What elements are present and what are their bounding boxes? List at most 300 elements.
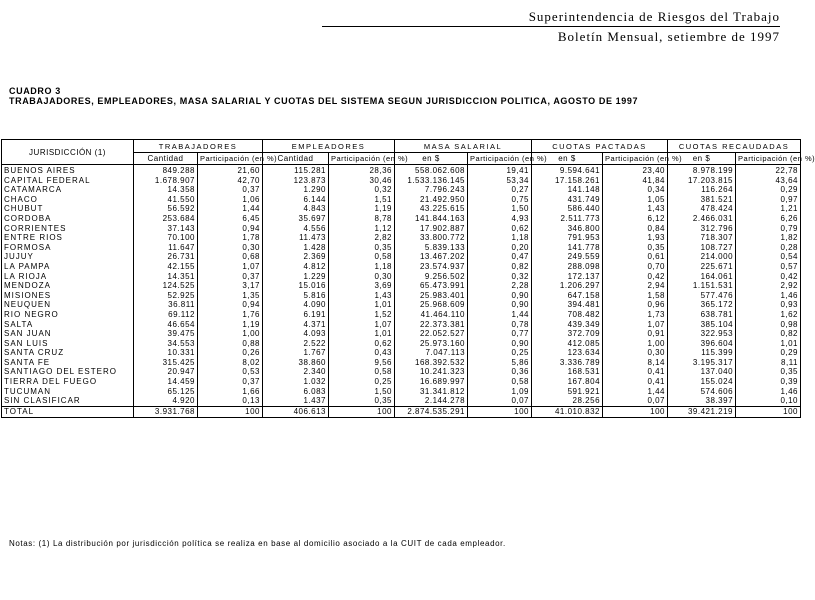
value-cell: 14.459 (134, 377, 198, 387)
table-row (2, 185, 801, 195)
value-cell: 42.155 (134, 262, 198, 272)
value-cell: 346.800 (532, 224, 603, 234)
value-cell: 558.062.608 (395, 165, 468, 176)
jurisdiction-cell: SANTIAGO DEL ESTERO (2, 367, 134, 377)
value-cell: 172.137 (532, 272, 603, 282)
value-cell: 2,28 (468, 281, 532, 291)
value-cell: 591.921 (532, 387, 603, 397)
value-cell: 0,82 (736, 329, 801, 339)
value-cell: 0,77 (468, 329, 532, 339)
value-cell: 0,58 (329, 252, 395, 262)
value-cell: 26.731 (134, 252, 198, 262)
value-cell: 16.689.997 (395, 377, 468, 387)
table-row (2, 348, 801, 358)
value-cell: 1,58 (603, 291, 668, 301)
value-cell: 1,01 (329, 300, 395, 310)
value-cell: 34.553 (134, 339, 198, 349)
value-cell: 0,10 (736, 396, 801, 406)
value-cell: 38.860 (263, 358, 329, 368)
value-cell: 25.968.609 (395, 300, 468, 310)
value-cell: 0,37 (198, 185, 263, 195)
value-cell: 56.592 (134, 204, 198, 214)
jurisdiction-cell: BUENOS AIRES (2, 165, 134, 176)
value-cell: 9,56 (329, 358, 395, 368)
value-cell: 8,14 (603, 358, 668, 368)
value-cell: 17.158.261 (532, 176, 603, 186)
value-cell: 123.873 (263, 176, 329, 186)
value-cell: 1,07 (198, 262, 263, 272)
value-cell: 396.604 (668, 339, 736, 349)
value-cell: 69.112 (134, 310, 198, 320)
value-cell: 41,84 (603, 176, 668, 186)
value-cell: 1.678.907 (134, 176, 198, 186)
table-row (2, 320, 801, 330)
value-cell: 141.844.163 (395, 214, 468, 224)
value-cell: 406.613 (263, 406, 329, 417)
value-cell: 4.090 (263, 300, 329, 310)
value-cell: 381.521 (668, 195, 736, 205)
jurisdiction-cell: CORRIENTES (2, 224, 134, 234)
value-cell: 1,51 (329, 195, 395, 205)
jurisdiction-cell: SANTA FE (2, 358, 134, 368)
value-cell: 39.421.219 (668, 406, 736, 417)
value-cell: 288.098 (532, 262, 603, 272)
value-cell: 8,78 (329, 214, 395, 224)
value-cell: 0,30 (329, 272, 395, 282)
value-cell: 0,25 (468, 348, 532, 358)
table-row (2, 165, 801, 176)
value-cell: 0,43 (329, 348, 395, 358)
table-body (2, 165, 801, 418)
value-cell: 1,76 (198, 310, 263, 320)
value-cell: 0,82 (468, 262, 532, 272)
jurisdiction-cell: SAN LUIS (2, 339, 134, 349)
table-row (2, 291, 801, 301)
value-cell: 365.172 (668, 300, 736, 310)
value-cell: 43.225.615 (395, 204, 468, 214)
table-row (2, 310, 801, 320)
value-cell: 0,37 (198, 377, 263, 387)
value-cell: 718.307 (668, 233, 736, 243)
jurisdiction-cell: MENDOZA (2, 281, 134, 291)
value-cell: 638.781 (668, 310, 736, 320)
value-cell: 0,30 (198, 243, 263, 253)
value-cell: 7.047.113 (395, 348, 468, 358)
value-cell: 0,41 (603, 377, 668, 387)
value-cell: 6,45 (198, 214, 263, 224)
value-cell: 28,36 (329, 165, 395, 176)
jurisdiction-cell: TIERRA DEL FUEGO (2, 377, 134, 387)
value-cell: 4.812 (263, 262, 329, 272)
value-cell: 577.476 (668, 291, 736, 301)
value-cell: 249.559 (532, 252, 603, 262)
group-header-cuotas-pactadas: CUOTAS PACTADAS (532, 140, 668, 153)
value-cell: 0,97 (736, 195, 801, 205)
value-cell: 43,64 (736, 176, 801, 186)
value-cell: 8,11 (736, 358, 801, 368)
value-cell: 1,52 (329, 310, 395, 320)
subheader-participation: Participación (en %) (736, 153, 801, 165)
header-divider (322, 26, 780, 27)
value-cell: 0,26 (198, 348, 263, 358)
value-cell: 9.594.641 (532, 165, 603, 176)
jurisdiction-cell: LA RIOJA (2, 272, 134, 282)
value-cell: 5.816 (263, 291, 329, 301)
value-cell: 2.340 (263, 367, 329, 377)
value-cell: 0,30 (603, 348, 668, 358)
value-cell: 8,02 (198, 358, 263, 368)
value-cell: 53,34 (468, 176, 532, 186)
value-cell: 41.010.832 (532, 406, 603, 417)
value-cell: 586.440 (532, 204, 603, 214)
table-row (2, 204, 801, 214)
value-cell: 0,35 (736, 367, 801, 377)
value-cell: 1,12 (329, 224, 395, 234)
value-cell: 2.874.535.291 (395, 406, 468, 417)
value-cell: 0,57 (736, 262, 801, 272)
table-row (2, 300, 801, 310)
value-cell: 4.371 (263, 320, 329, 330)
value-cell: 0,42 (736, 272, 801, 282)
jurisdiction-cell: CHACO (2, 195, 134, 205)
value-cell: 1.437 (263, 396, 329, 406)
value-cell: 1,62 (736, 310, 801, 320)
jurisdiction-cell: CHUBUT (2, 204, 134, 214)
group-header-cuotas-recaudadas: CUOTAS RECAUDADAS (668, 140, 801, 153)
value-cell: 0,25 (329, 377, 395, 387)
value-cell: 14.358 (134, 185, 198, 195)
value-cell: 137.040 (668, 367, 736, 377)
value-cell: 0,79 (736, 224, 801, 234)
value-cell: 19,41 (468, 165, 532, 176)
value-cell: 37.143 (134, 224, 198, 234)
group-header-trabajadores: TRABAJADORES (134, 140, 263, 153)
value-cell: 478.424 (668, 204, 736, 214)
value-cell: 1,07 (329, 320, 395, 330)
value-cell: 0,62 (329, 339, 395, 349)
value-cell: 6.191 (263, 310, 329, 320)
value-cell: 0,84 (603, 224, 668, 234)
value-cell: 1,50 (468, 204, 532, 214)
table-row (2, 233, 801, 243)
value-cell: 100 (468, 406, 532, 417)
jurisdiction-cell: LA PAMPA (2, 262, 134, 272)
value-cell: 0,58 (329, 367, 395, 377)
table-row (2, 281, 801, 291)
value-cell: 7.796.243 (395, 185, 468, 195)
jurisdiction-cell: TOTAL (2, 406, 134, 417)
value-cell: 647.158 (532, 291, 603, 301)
value-cell: 1,78 (198, 233, 263, 243)
value-cell: 5.839.133 (395, 243, 468, 253)
value-cell: 431.749 (532, 195, 603, 205)
value-cell: 385.104 (668, 320, 736, 330)
value-cell: 38.397 (668, 396, 736, 406)
value-cell: 0,27 (468, 185, 532, 195)
value-cell: 1.290 (263, 185, 329, 195)
jurisdiction-cell: MISIONES (2, 291, 134, 301)
value-cell: 1,50 (329, 387, 395, 397)
value-cell: 1,66 (198, 387, 263, 397)
value-cell: 33.800.772 (395, 233, 468, 243)
value-cell: 17.902.887 (395, 224, 468, 234)
report-edition: Boletín Mensual, setiembre de 1997 (557, 29, 780, 44)
value-cell: 322.953 (668, 329, 736, 339)
value-cell: 22,78 (736, 165, 801, 176)
value-cell: 100 (603, 406, 668, 417)
value-cell: 46.654 (134, 320, 198, 330)
value-cell: 0,53 (198, 367, 263, 377)
value-cell: 3,17 (198, 281, 263, 291)
value-cell: 0,62 (468, 224, 532, 234)
value-cell: 1.767 (263, 348, 329, 358)
value-cell: 6.144 (263, 195, 329, 205)
report-source: Superintendencia de Riesgos del Trabajo (528, 9, 780, 24)
value-cell: 1,00 (603, 339, 668, 349)
value-cell: 1.428 (263, 243, 329, 253)
value-cell: 0,32 (468, 272, 532, 282)
table-row (2, 195, 801, 205)
value-cell: 6,26 (736, 214, 801, 224)
subheader-participation: Participación (en %) (198, 153, 263, 165)
jurisdiction-cell: SAN JUAN (2, 329, 134, 339)
value-cell: 25.983.401 (395, 291, 468, 301)
value-cell: 0,58 (468, 377, 532, 387)
table-row (2, 214, 801, 224)
jurisdiction-table (1, 139, 815, 418)
value-cell: 225.671 (668, 262, 736, 272)
total-row (2, 406, 801, 417)
value-cell: 0,32 (329, 185, 395, 195)
value-cell: 14.351 (134, 272, 198, 282)
value-cell: 0,41 (603, 367, 668, 377)
value-cell: 35.697 (263, 214, 329, 224)
table-row (2, 272, 801, 282)
value-cell: 1,46 (736, 291, 801, 301)
value-cell: 791.953 (532, 233, 603, 243)
value-cell: 0,94 (198, 224, 263, 234)
value-cell: 123.634 (532, 348, 603, 358)
value-cell: 65.125 (134, 387, 198, 397)
value-cell: 4.093 (263, 329, 329, 339)
value-cell: 574.606 (668, 387, 736, 397)
value-cell: 36.811 (134, 300, 198, 310)
value-cell: 0,70 (603, 262, 668, 272)
value-cell: 1,35 (198, 291, 263, 301)
value-cell: 0,34 (603, 185, 668, 195)
value-cell: 0,36 (468, 367, 532, 377)
jurisdiction-cell: SANTA CRUZ (2, 348, 134, 358)
table-row (2, 396, 801, 406)
table-row (2, 243, 801, 253)
subheader-main: Cantidad (263, 153, 329, 165)
value-cell: 0,75 (468, 195, 532, 205)
value-cell: 13.467.202 (395, 252, 468, 262)
value-cell: 6.083 (263, 387, 329, 397)
value-cell: 42,70 (198, 176, 263, 186)
value-cell: 1,43 (603, 204, 668, 214)
value-cell: 0,20 (468, 243, 532, 253)
jurisdiction-cell: CATAMARCA (2, 185, 134, 195)
value-cell: 1,00 (198, 329, 263, 339)
value-cell: 394.481 (532, 300, 603, 310)
value-cell: 65.473.991 (395, 281, 468, 291)
value-cell: 1,19 (198, 320, 263, 330)
value-cell: 0,98 (736, 320, 801, 330)
value-cell: 28.256 (532, 396, 603, 406)
value-cell: 1,21 (736, 204, 801, 214)
value-cell: 155.024 (668, 377, 736, 387)
subheader-main: en $ (395, 153, 468, 165)
value-cell: 372.709 (532, 329, 603, 339)
value-cell: 0,42 (603, 272, 668, 282)
value-cell: 2.511.773 (532, 214, 603, 224)
value-cell: 30,46 (329, 176, 395, 186)
value-cell: 1,18 (329, 262, 395, 272)
value-cell: 0,91 (603, 329, 668, 339)
subheader-main: en $ (668, 153, 736, 165)
value-cell: 1,18 (468, 233, 532, 243)
jurisdiction-cell: TUCUMAN (2, 387, 134, 397)
value-cell: 4,93 (468, 214, 532, 224)
value-cell: 0,29 (736, 348, 801, 358)
value-cell: 2,92 (736, 281, 801, 291)
value-cell: 2.466.031 (668, 214, 736, 224)
value-cell: 39.475 (134, 329, 198, 339)
value-cell: 115.281 (263, 165, 329, 176)
value-cell: 2.144.278 (395, 396, 468, 406)
table-row (2, 339, 801, 349)
jurisdiction-cell: SALTA (2, 320, 134, 330)
value-cell: 0,47 (468, 252, 532, 262)
value-cell: 167.804 (532, 377, 603, 387)
jurisdiction-cell: SIN CLASIFICAR (2, 396, 134, 406)
value-cell: 0,35 (603, 243, 668, 253)
table-row (2, 176, 801, 186)
jurisdiction-cell: ENTRE RIOS (2, 233, 134, 243)
value-cell: 0,90 (468, 291, 532, 301)
value-cell: 22.373.381 (395, 320, 468, 330)
value-cell: 141.778 (532, 243, 603, 253)
value-cell: 3,69 (329, 281, 395, 291)
value-cell: 0,90 (468, 339, 532, 349)
value-cell: 0,07 (468, 396, 532, 406)
value-cell: 1,01 (736, 339, 801, 349)
value-cell: 0,94 (198, 300, 263, 310)
group-header-masa-salarial: MASA SALARIAL (395, 140, 532, 153)
value-cell: 25.973.160 (395, 339, 468, 349)
value-cell: 0,78 (468, 320, 532, 330)
value-cell: 168.392.532 (395, 358, 468, 368)
value-cell: 52.925 (134, 291, 198, 301)
table-row (2, 252, 801, 262)
group-header-empleadores: EMPLEADORES (263, 140, 395, 153)
value-cell: 168.531 (532, 367, 603, 377)
value-cell: 0,88 (198, 339, 263, 349)
value-cell: 124.525 (134, 281, 198, 291)
value-cell: 2.522 (263, 339, 329, 349)
table-row (2, 367, 801, 377)
value-cell: 1,07 (603, 320, 668, 330)
value-cell: 21,60 (198, 165, 263, 176)
value-cell: 70.100 (134, 233, 198, 243)
value-cell: 0,93 (736, 300, 801, 310)
value-cell: 4.920 (134, 396, 198, 406)
value-cell: 412.085 (532, 339, 603, 349)
value-cell: 6,12 (603, 214, 668, 224)
table-title: TRABAJADORES, EMPLEADORES, MASA SALARIAL Y CUOTAS DEL SISTEMA SEGUN JURISDICCION POLITICA, AGOSTO DE 1997 (9, 96, 639, 106)
value-cell: 3.931.768 (134, 406, 198, 417)
value-cell: 1.032 (263, 377, 329, 387)
subheader-main: en $ (532, 153, 603, 165)
value-cell: 1.151.531 (668, 281, 736, 291)
value-cell: 0,07 (603, 396, 668, 406)
table-notes: Notas: (1) La distribución por jurisdicción política se realiza en base al domicilio asociado a la CUIT de cada empleador. (9, 539, 506, 548)
value-cell: 5,86 (468, 358, 532, 368)
value-cell: 0,35 (329, 396, 395, 406)
value-cell: 10.331 (134, 348, 198, 358)
table-row (2, 329, 801, 339)
value-cell: 214.000 (668, 252, 736, 262)
table-number: CUADRO 3 (9, 86, 61, 96)
table-row (2, 358, 801, 368)
value-cell: 312.796 (668, 224, 736, 234)
value-cell: 115.399 (668, 348, 736, 358)
value-cell: 3.336.789 (532, 358, 603, 368)
value-cell: 708.482 (532, 310, 603, 320)
subheader-main: Cantidad (134, 153, 198, 165)
value-cell: 1,44 (198, 204, 263, 214)
jurisdiction-cell: FORMOSA (2, 243, 134, 253)
value-cell: 315.425 (134, 358, 198, 368)
value-cell: 22.052.527 (395, 329, 468, 339)
value-cell: 41.550 (134, 195, 198, 205)
jurisdiction-column-header: JURISDICCIÓN (1) (2, 140, 134, 165)
value-cell: 8.978.199 (668, 165, 736, 176)
jurisdiction-cell: NEUQUEN (2, 300, 134, 310)
value-cell: 1,43 (329, 291, 395, 301)
value-cell: 31.341.812 (395, 387, 468, 397)
value-cell: 1,09 (468, 387, 532, 397)
value-cell: 41.464.110 (395, 310, 468, 320)
value-cell: 1.206.297 (532, 281, 603, 291)
jurisdiction-cell: JUJUY (2, 252, 134, 262)
value-cell: 1,73 (603, 310, 668, 320)
value-cell: 2.369 (263, 252, 329, 262)
table-row (2, 377, 801, 387)
value-cell: 10.241.323 (395, 367, 468, 377)
value-cell: 1,06 (198, 195, 263, 205)
value-cell: 4.843 (263, 204, 329, 214)
value-cell: 11.647 (134, 243, 198, 253)
value-cell: 1.533.136.145 (395, 176, 468, 186)
jurisdiction-cell: RIO NEGRO (2, 310, 134, 320)
value-cell: 0,13 (198, 396, 263, 406)
value-cell: 1,44 (468, 310, 532, 320)
value-cell: 3.195.317 (668, 358, 736, 368)
value-cell: 11.473 (263, 233, 329, 243)
value-cell: 0,29 (736, 185, 801, 195)
value-cell: 1,82 (736, 233, 801, 243)
value-cell: 0,96 (603, 300, 668, 310)
value-cell: 0,54 (736, 252, 801, 262)
value-cell: 23.574.937 (395, 262, 468, 272)
value-cell: 2,82 (329, 233, 395, 243)
value-cell: 15.016 (263, 281, 329, 291)
value-cell: 0,61 (603, 252, 668, 262)
table-row (2, 387, 801, 397)
value-cell: 4.556 (263, 224, 329, 234)
